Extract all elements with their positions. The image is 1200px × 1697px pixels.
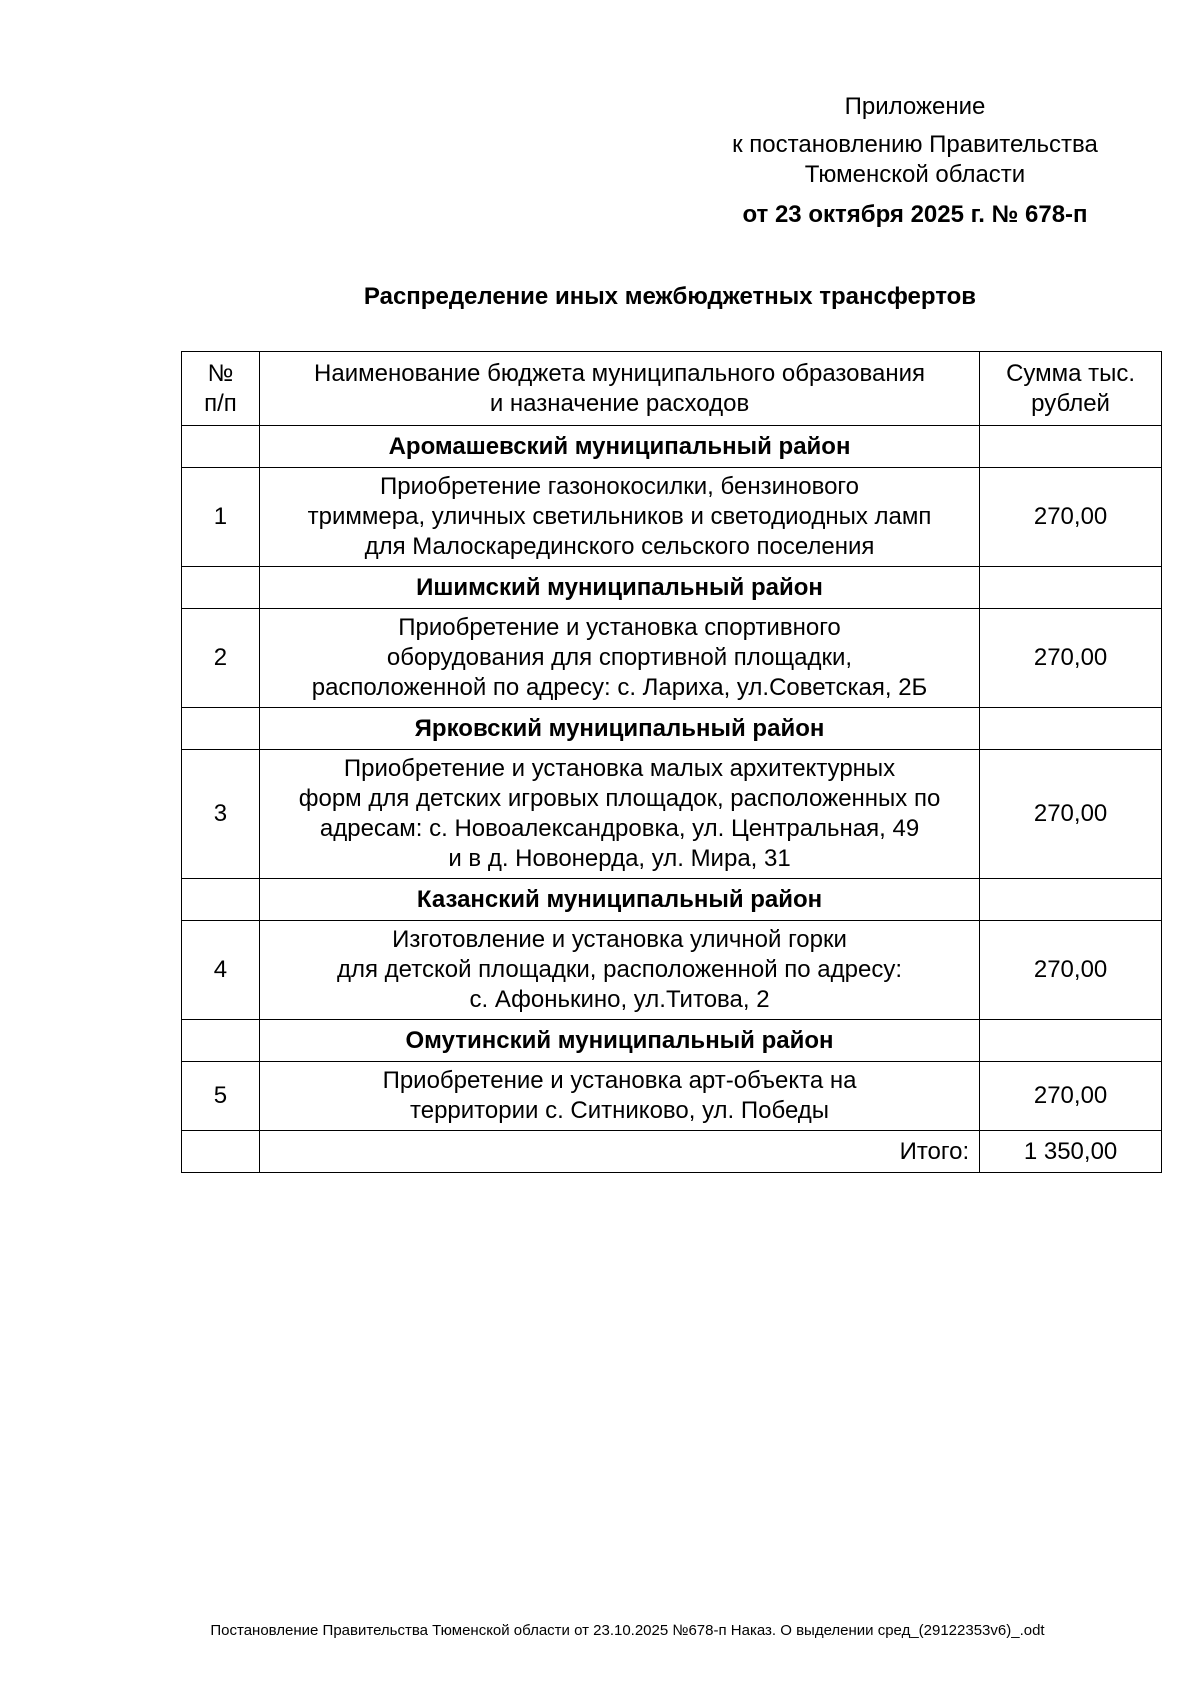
district-row xyxy=(182,708,1162,750)
expense-purpose-line: Приобретение и установка спортивного xyxy=(398,614,841,641)
expense-purpose xyxy=(259,750,979,879)
expense-purpose-line: триммера, уличных светильников и светодиодных ламп xyxy=(307,503,932,530)
district-empty-cell xyxy=(182,879,260,921)
amount-cell: 270,00 xyxy=(980,921,1162,1020)
column-header-number-line1: № xyxy=(207,359,234,387)
column-header-name-line2: и назначение расходов xyxy=(489,389,750,417)
row-number: 3 xyxy=(182,750,260,879)
expense-purpose xyxy=(259,1062,979,1131)
expense-purpose-line: для Малоскарединского сельского поселения xyxy=(364,533,875,560)
appendix-region-line: Тюменской области xyxy=(804,161,1026,188)
column-header-number xyxy=(182,352,260,426)
expense-purpose-line: Приобретение газонокосилки, бензинового xyxy=(380,473,860,500)
district-empty-cell xyxy=(182,1020,260,1062)
column-header-number-line2: п/п xyxy=(204,389,237,417)
district-row xyxy=(182,879,1162,921)
appendix-label: Приложение xyxy=(844,93,986,120)
district-name: Омутинский муниципальный район xyxy=(259,1020,979,1062)
expense-purpose-line: расположенной по адресу: с. Лариха, ул.Советская, 2Б xyxy=(311,674,928,701)
district-empty-cell xyxy=(980,708,1162,750)
district-empty-cell xyxy=(182,567,260,609)
amount-cell: 270,00 xyxy=(980,609,1162,708)
district-empty-cell xyxy=(182,426,260,468)
expense-purpose xyxy=(259,921,979,1020)
table-header-row xyxy=(182,352,1162,426)
expense-purpose-line: территории с. Ситниково, ул. Победы xyxy=(410,1097,830,1124)
district-row xyxy=(182,567,1162,609)
row-number: 1 xyxy=(182,468,260,567)
expense-purpose-line: Приобретение и установка малых архитектурных xyxy=(343,755,896,782)
amount-cell: 270,00 xyxy=(980,468,1162,567)
table-row xyxy=(182,609,1162,708)
column-header-sum xyxy=(980,352,1162,426)
row-number: 2 xyxy=(182,609,260,708)
total-empty-cell xyxy=(182,1131,260,1173)
expense-purpose xyxy=(259,468,979,567)
expense-purpose-line: адресам: с. Новоалександровка, ул. Центральная, 49 xyxy=(319,815,920,842)
column-header-sum-line1: Сумма тыс. xyxy=(1006,359,1136,387)
document-title: Распределение иных межбюджетных трансфертов xyxy=(363,283,977,310)
column-header-name xyxy=(259,352,979,426)
column-header-name-line1: Наименование бюджета муниципального образования xyxy=(314,359,925,387)
district-empty-cell xyxy=(182,708,260,750)
expense-purpose-line: и в д. Новонерда, ул. Мира, 31 xyxy=(448,845,791,872)
appendix-header xyxy=(680,92,1150,230)
district-empty-cell xyxy=(980,1020,1162,1062)
district-row xyxy=(182,426,1162,468)
expense-purpose-line: Приобретение и установка арт-объекта на xyxy=(382,1067,857,1094)
table-row xyxy=(182,1062,1162,1131)
row-number: 4 xyxy=(182,921,260,1020)
expense-purpose-line: форм для детских игровых площадок, расположенных по xyxy=(298,785,941,812)
district-empty-cell xyxy=(980,567,1162,609)
expense-purpose-line: оборудования для спортивной площадки, xyxy=(386,644,853,671)
district-name: Аромашевский муниципальный район xyxy=(259,426,979,468)
expense-purpose-line: для детской площадки, расположенной по адресу: xyxy=(337,956,903,983)
appendix-ref-line: к постановлению Правительства xyxy=(732,131,1098,158)
expense-purpose xyxy=(259,609,979,708)
district-empty-cell xyxy=(980,879,1162,921)
district-row xyxy=(182,1020,1162,1062)
table-row xyxy=(182,468,1162,567)
expense-purpose-line: с. Афонькино, ул.Титова, 2 xyxy=(469,986,770,1013)
appendix-date-line: от 23 октября 2025 г. № 678-п xyxy=(742,201,1088,228)
table-row xyxy=(182,921,1162,1020)
district-empty-cell xyxy=(980,426,1162,468)
amount-cell: 270,00 xyxy=(980,1062,1162,1131)
district-name: Казанский муниципальный район xyxy=(259,879,979,921)
column-header-sum-line2: рублей xyxy=(1031,389,1110,417)
page-footer: Постановление Правительства Тюменской области от 23.10.2025 №678-п Наказ. О выделении сред_(29122353v6)_.odt xyxy=(210,1622,1045,1639)
total-label: Итого: xyxy=(259,1131,979,1173)
total-value: 1 350,00 xyxy=(980,1131,1162,1173)
district-name: Ишимский муниципальный район xyxy=(259,567,979,609)
amount-cell: 270,00 xyxy=(980,750,1162,879)
district-name: Ярковский муниципальный район xyxy=(259,708,979,750)
row-number: 5 xyxy=(182,1062,260,1131)
expense-purpose-line: Изготовление и установка уличной горки xyxy=(392,926,847,953)
allocation-table xyxy=(181,351,1162,1173)
table-row xyxy=(182,750,1162,879)
total-row xyxy=(182,1131,1162,1173)
